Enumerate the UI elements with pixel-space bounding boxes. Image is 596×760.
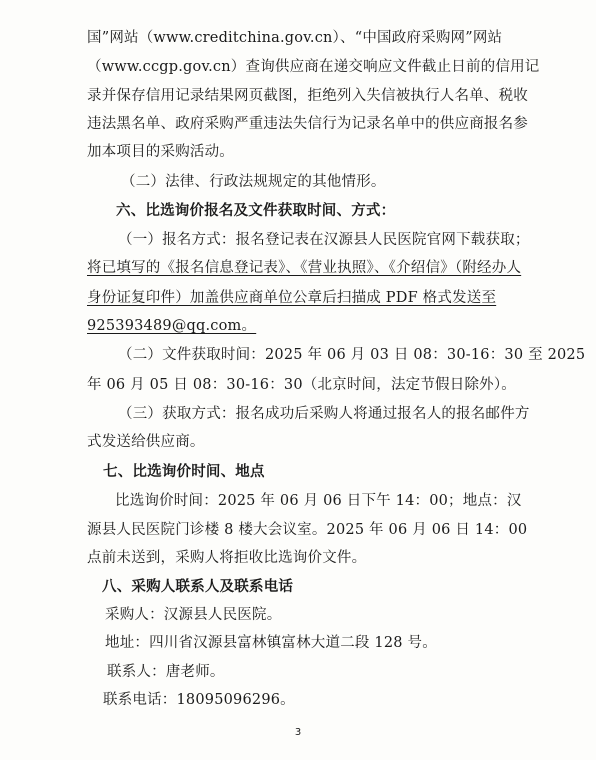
text-line: （www.ccgp.gov.cn）查询供应商在递交响应文件截止日前的信用记 xyxy=(87,59,540,76)
section-heading: 七、比选询价时间、地点 xyxy=(103,463,265,481)
text-line: 联系电话：18095096296。 xyxy=(103,692,295,708)
text-line: （二）文件获取时间：2025 年 06 月 03 日 08：30-16：30 至 2025 xyxy=(118,347,586,364)
text-line: 采购人：汉源县人民医院。 xyxy=(105,606,282,623)
section-heading: 八、采购人联系人及联系电话 xyxy=(102,578,294,596)
text-line: 国”网站（www.creditchina.gov.cn）、“中国政府采购网”网站 xyxy=(87,30,503,46)
section-heading: 六、比选询价报名及文件获取时间、方式： xyxy=(116,201,396,219)
text-line: 将已填写的《报名信息登记表》、《营业执照》、《介绍信》（附经办人 xyxy=(87,260,522,277)
text-line: 年 06 月 05 日 08：30-16：30（北京时间，法定节假日除外）。 xyxy=(87,376,516,393)
text-line: 加本项目的采购活动。 xyxy=(87,144,234,161)
text-line: 联系人：唐老师。 xyxy=(107,663,225,680)
text-line: （一）报名方式：报名登记表在汉源县人民医院官网下载获取； xyxy=(118,232,530,249)
text-line: 点前未送到，采购人将拒收比选询价文件。 xyxy=(87,550,367,567)
text-line: 源县人民医院门诊楼 8 楼大会议室。2025 年 06 月 06 日 14：00 xyxy=(87,521,528,538)
page-number: 3 xyxy=(294,727,302,738)
text-line: 录并保存信用记录结果网页截图，拒绝列入失信被执行人名单、税收 xyxy=(87,87,528,104)
text-line: 违法黑名单、政府采购严重违法失信行为记录名单中的供应商报名参 xyxy=(87,115,528,132)
text-line: 身份证复印件）加盖供应商单位公章后扫描成 PDF 格式发送至 xyxy=(87,289,497,306)
email-address: 925393489@qq.com。 xyxy=(87,318,257,335)
text-line: （二）法律、行政法规规定的其他情形。 xyxy=(121,173,386,190)
text-line: 式发送给供应商。 xyxy=(87,434,205,451)
text-line: （三）获取方式：报名成功后采购人将通过报名人的报名邮件方 xyxy=(118,405,530,422)
text-line: 地址：四川省汉源县富林镇富林大道二段 128 号。 xyxy=(105,635,437,652)
text-line: 比选询价时间：2025 年 06 月 06 日下午 14：00；地点：汉 xyxy=(115,493,522,510)
